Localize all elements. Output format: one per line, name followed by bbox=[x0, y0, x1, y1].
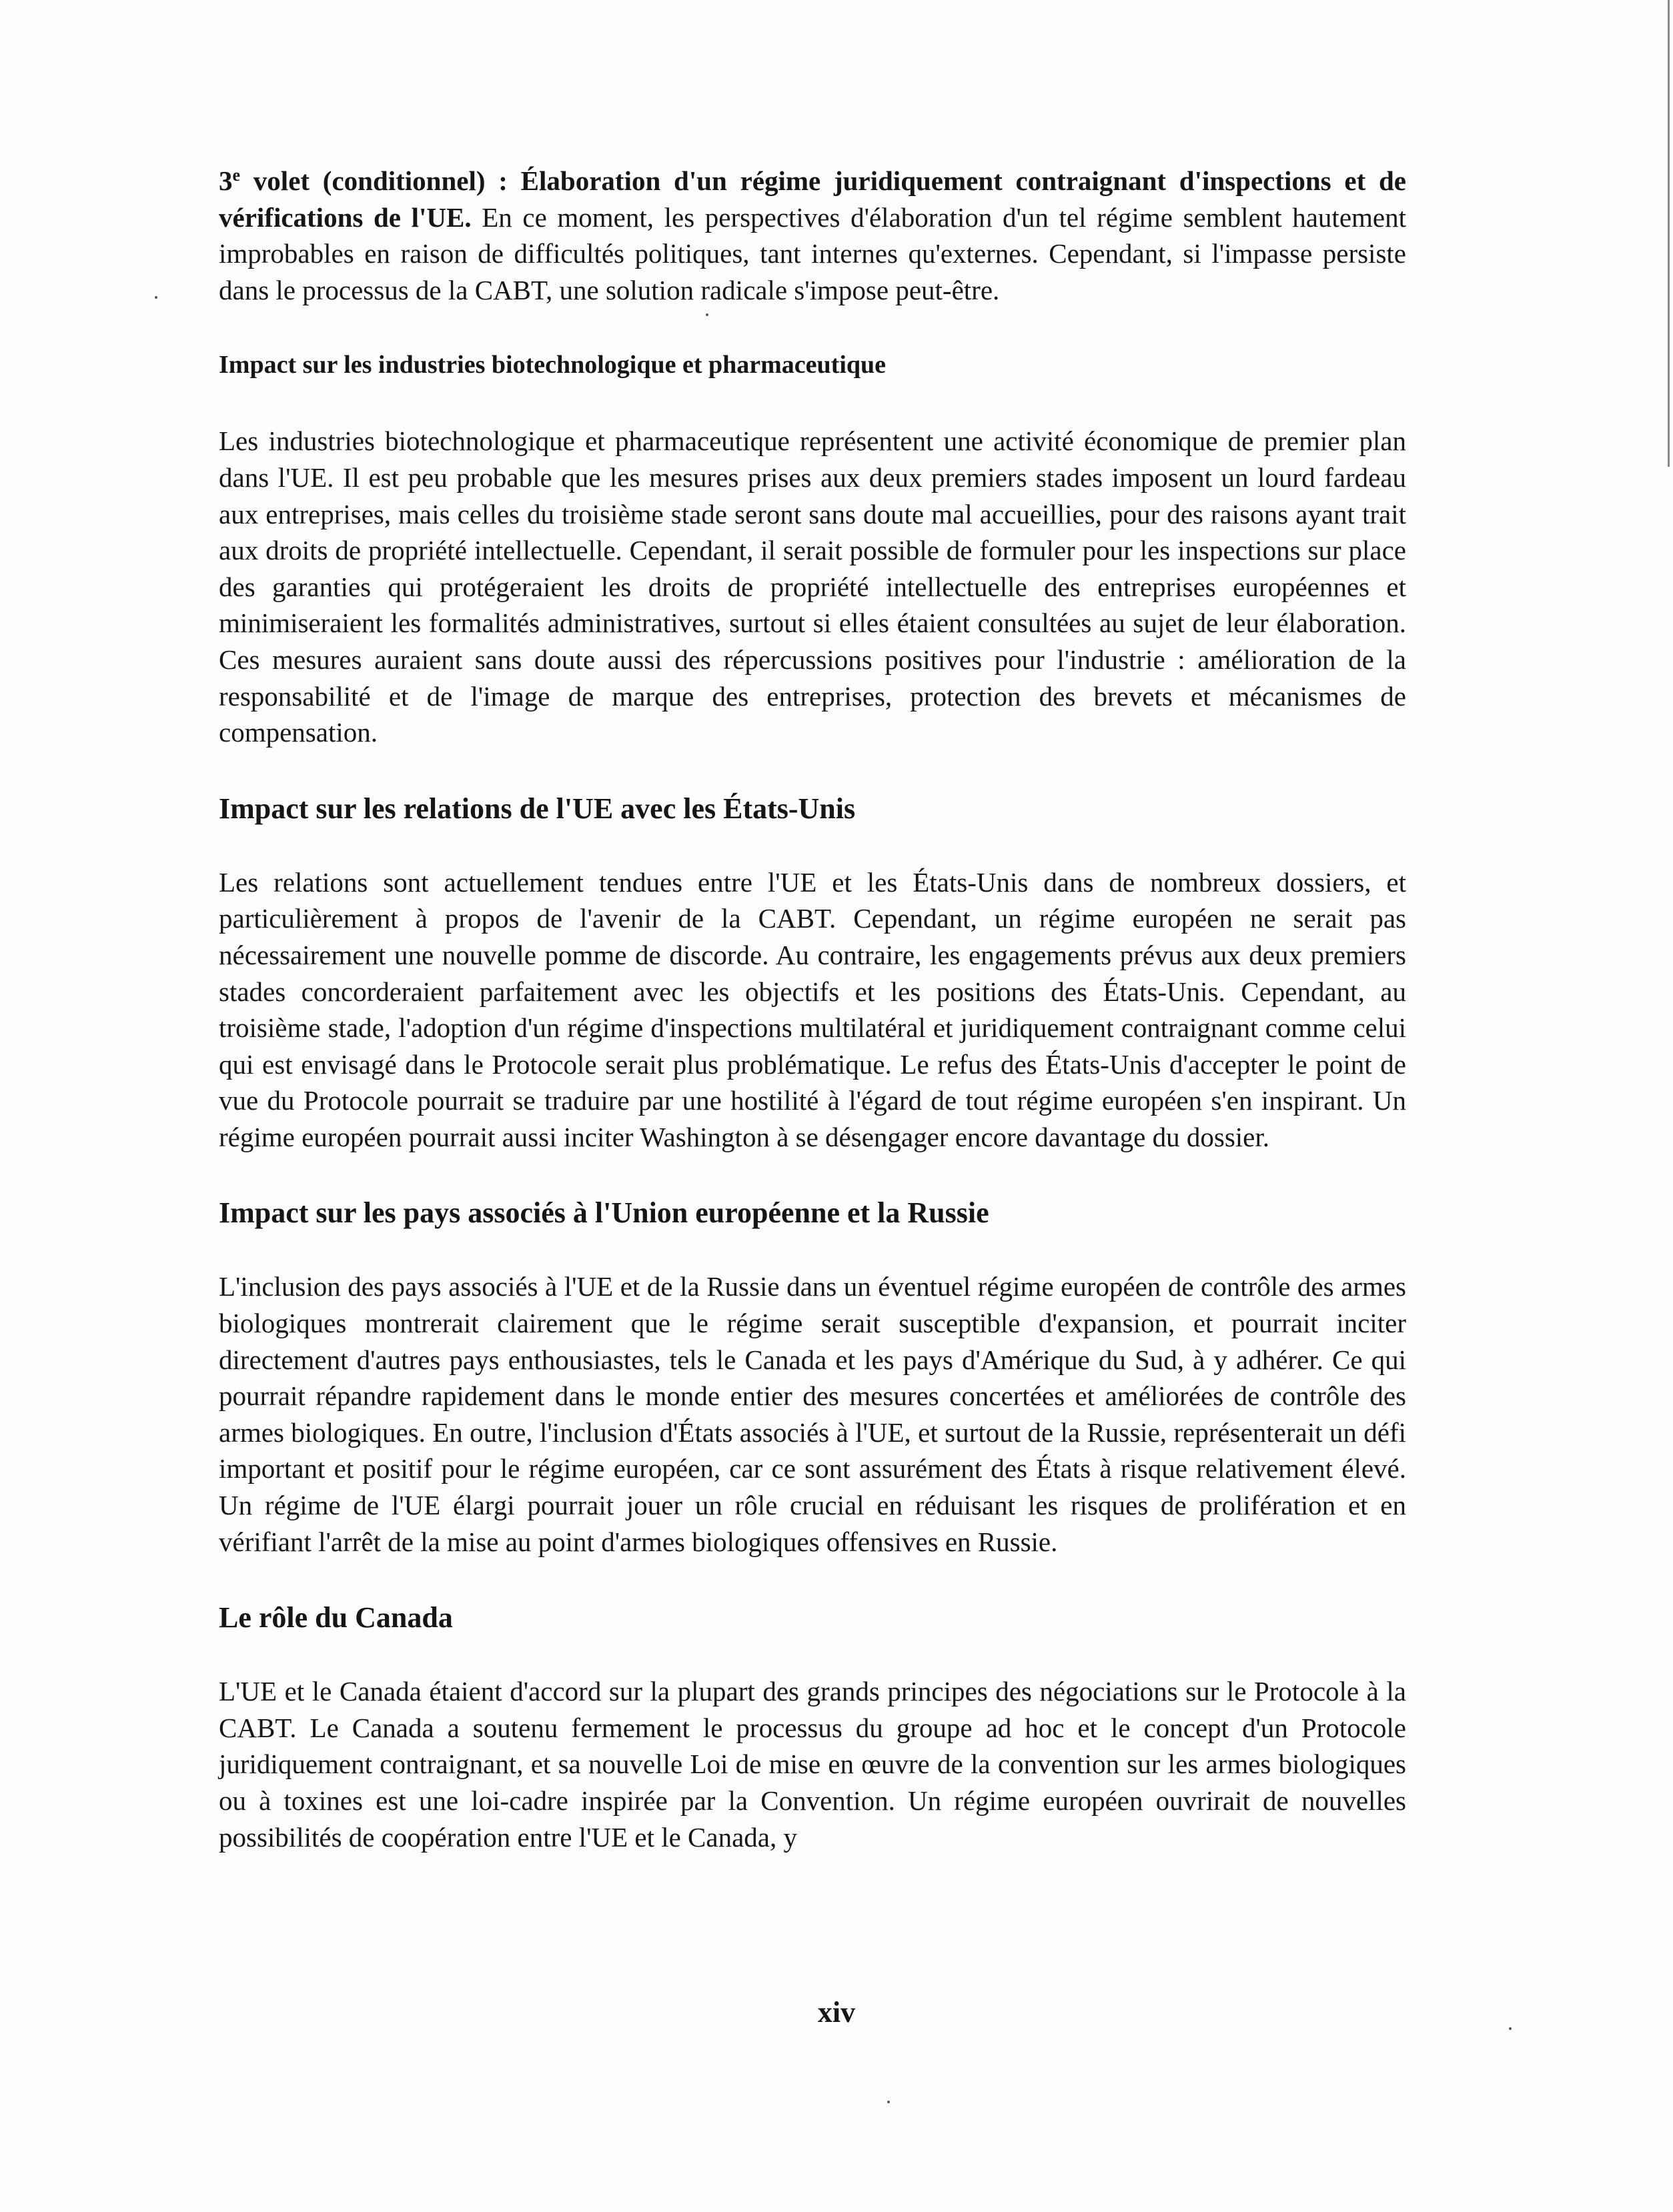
scan-edge-line bbox=[1668, 0, 1670, 467]
paragraph-associated-countries-russia: L'inclusion des pays associés à l'UE et de la Russie dans un éventuel régime européen de contrôle des armes biologiques montrerait clairement que le régime serait susceptible d'expansion, et pourrait inciter directement d'autres pays enthousiastes, tels le Canada et les pays d'Amérique du Sud, à y adhérer. Ce qui pourrait répandre rapidement dans le monde entier des mesures concertées et améliorées de contrôle des armes biologiques. En outre, l'inclusion d'États associés à l'UE, et surtout de la Russie, représenterait un défi important et positif pour le régime européen, car ce sont assurément des États à risque relativement élevé. Un régime de l'UE élargi pourrait jouer un rôle crucial en réduisant les risques de prolifération et en vérifiant l'arrêt de la mise au point d'armes biologiques offensives en Russie. bbox=[219, 1271, 1406, 1557]
heading-associated-countries-russia: Impact sur les pays associés à l'Union européenne et la Russie bbox=[219, 1196, 989, 1230]
paragraph-eu-us-relations: Les relations sont actuellement tendues entre l'UE et les États-Unis dans de nombreux dossiers, et particulièrement à propos de l'avenir de la CABT. Cependant, un régime européen ne serait pas nécessairement une nouvelle pomme de discorde. Au contraire, les engagements prévus aux deux premiers stades concorderaient parfaitement avec les objectifs et les positions des États-Unis. Cependant, au troisième stade, l'adoption d'un régime d'inspections multilatéral et juridiquement contraignant comme celui qui est envisagé dans le Protocole serait plus problématique. Le refus des États-Unis d'accepter le point de vue du Protocole pourrait se traduire par une hostilité à l'égard de tout régime européen s'en inspirant. Un régime européen pourrait aussi inciter Washington à se désengager encore davantage du dossier. bbox=[219, 866, 1406, 1152]
volet-3-text: En ce moment, les perspectives d'élaboration d'un tel régime semblent hautement improbables en raison de difficultés politiques, tant internes qu'externes. Cependant, si l'impasse persiste dans le processus de la CABT, une solution radicale s'impose peut-être. bbox=[219, 201, 1406, 305]
document-body bbox=[219, 163, 1406, 1855]
scan-speck bbox=[155, 296, 157, 299]
heading-canada-role: Le rôle du Canada bbox=[219, 1601, 453, 1634]
heading-eu-us-relations: Impact sur les relations de l'UE avec les États-Unis bbox=[219, 792, 856, 825]
paragraph-biotech-industry: Les industries biotechnologique et pharmaceutique représentent une activité économique de premier plan dans l'UE. Il est peu probable que les mesures prises aux deux premiers stades imposent un lourd fardeau aux entreprises, mais celles du troisième stade seront sans doute mal accueillies, pour des raisons ayant trait aux droits de propriété intellectuelle. Cependant, il serait possible de formuler pour les inspections sur place des garanties qui protégeraient les droits de propriété intellectuelle des entreprises européennes et minimiseraient les formalités administratives, surtout si elles étaient consultées au sujet de leur élaboration. Ces mesures auraient sans doute aussi des répercussions positives pour l'industrie : amélioration de la responsabilité et de l'image de marque des entreprises, protection des brevets et mécanismes de compensation. bbox=[219, 425, 1406, 748]
heading-biotech-industry: Impact sur les industries biotechnologique et pharmaceutique bbox=[219, 351, 887, 379]
paragraph-canada-role: L'UE et le Canada étaient d'accord sur la plupart des grands principes des négociations sur le Protocole à la CABT. Le Canada a soutenu fermement le processus du groupe ad hoc et le concept d'un Protocole juridiquement contraignant, et sa nouvelle Loi de mise en œuvre de la convention sur les armes biologiques ou à toxines est une loi-cadre inspirée par la Convention. Un régime européen ouvrirait de nouvelles possibilités de coopération entre l'UE et le Canada, y bbox=[219, 1676, 1406, 1853]
volet-number-superscript: e bbox=[232, 165, 241, 185]
scan-speck bbox=[887, 2101, 890, 2103]
volet-number: 3 bbox=[219, 165, 233, 196]
page-number: xiv bbox=[817, 1996, 856, 2029]
paragraph-volet-3 bbox=[219, 163, 1406, 308]
volet-title-text: volet (conditionnel) : Élaboration d'un régime juridiquement contraignant d'inspections et de vérifications de l'UE. bbox=[219, 165, 1406, 233]
